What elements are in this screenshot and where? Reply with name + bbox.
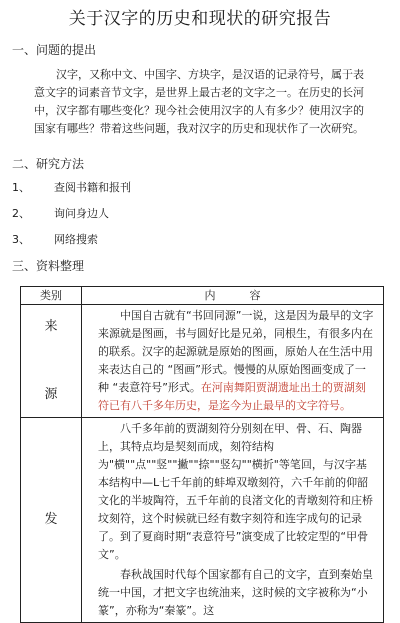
method-number: 1、: [12, 181, 30, 194]
method-text: 询问身边人: [54, 207, 109, 220]
table-header-row: [21, 287, 384, 305]
section-heading-data: 三、资料整理: [12, 259, 85, 273]
method-text: 网络搜索: [54, 233, 98, 246]
method-number: 2、: [12, 207, 30, 220]
content-cell: [82, 305, 384, 418]
table-row: [21, 418, 384, 623]
data-table: [20, 286, 384, 623]
content-paragraph: 春秋战国时代每个国家都有自己的文字，直到秦始皇统一中国，才把文字也统油来，这时候的文字被称为“小篆”，亦称为“秦篆”。这: [98, 568, 373, 617]
method-text: 查阅书籍和报刊: [54, 181, 131, 194]
content-paragraph: 八千多年前的贾湖刻符分别刻在甲、骨、石、陶器上，其特点均是契刻而成，刻符结构为"横""点""竖""撇""捺""竖勾""横折"等笔回，与汉字基本结构中—L七千年前的蚌埠双墩刻符，六千年前的仰韶文化的半坡陶符，五千年前的良渚文化的青墩刻符和庄桥坟刻符，这个时候就已经有数字刻符和连字成句的记录了。到了夏商时期“表意符号”演变成了比较定型的“甲骨文”。: [98, 422, 373, 561]
section-heading-methods: 二、研究方法: [12, 157, 85, 171]
highlighted-text: 在河南舞阳贾湖遗址出土的贾湖刻符已有八千多年历史，是迄今为止最早的文字符号。: [98, 381, 366, 412]
header-content: 内容: [82, 287, 384, 305]
content-cell: [82, 418, 384, 623]
category-cell: [21, 305, 82, 418]
section-heading-problem: 一、问题的提出: [12, 43, 97, 57]
category-label: 源: [44, 387, 58, 402]
category-cell: [21, 418, 82, 623]
content-paragraph: 中国自古就有“书回同源”一说，这是因为最早的文字来源就是图画，书与圆好比是兄弟，同根生，有很多内在的联系。汉字的起源就是原始的图画，原始人在生活中用来表达自己的 “图画”形式。慢慢的从原始图画变成了一种 “表意符号”形式。在河南舞阳贾湖遗址出土的贾湖刻符已有八千多年历史，是迄今为止最早的文字符号。: [98, 309, 374, 412]
header-category: 类别: [21, 287, 82, 305]
category-label: 来: [44, 319, 58, 334]
problem-paragraph: 汉字，又称中文、中国字、方块字，是汉语的记录符号，属于表意文字的词素音节文字，是世界上最古老的文字之一。在历史的长河中，汉字都有哪些变化？现今社会使用汉字的人有多少？使用汉字的国家有哪些？带着这些问题，我对汉字的历史和现状作了一次研究。: [34, 68, 364, 135]
method-number: 3、: [12, 233, 30, 246]
table-row: [21, 305, 384, 418]
report-title: 关于汉字的历史和现状的研究报告: [68, 9, 332, 29]
category-label: 发: [44, 512, 58, 527]
